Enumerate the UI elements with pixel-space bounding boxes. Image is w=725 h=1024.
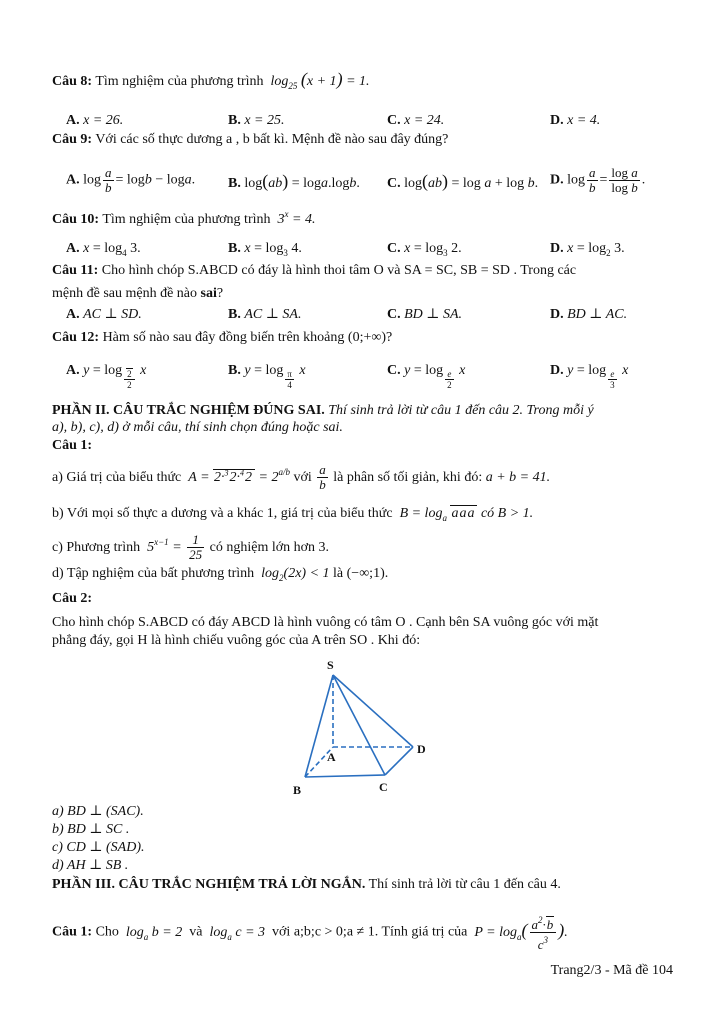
part3-q1: Câu 1: Cho $\log_a b = 2$ và $\log_a c = 3$ với a;b;c > 0;a ≠ 1. Tính giá trị của $P = \log_a$( $\frac{a^2\cdot b}{c^3}$ ). [52,915,568,952]
part2-q2-text-1: Cho hình chóp S.ABCD có đáy ABCD là hình vuông có tâm O . Cạnh bên SA vuông góc với mặt [52,615,599,630]
q9-option-a[interactable]: A. log $\frac{a}{b}$ = logb − loga. [66,165,196,195]
q12-interval: (0;+∞)? [347,330,393,345]
vertex-b: B [293,783,302,797]
vertex-d: D [417,742,426,756]
q8-formula: $\log_{25} (x + 1) = 1$. [267,69,370,91]
edge-cd [385,747,413,775]
edge-bc [305,775,385,777]
q11-stem-2: mệnh đề sau mệnh đề nào sai? [52,286,224,301]
part2-q1-c[interactable]: c) Phương trình $5^{x-1}$ = $\frac{1}{25}$ có nghiệm lớn hơn 3. [52,532,330,563]
q8-option-a[interactable]: A. x = 26. [66,113,124,128]
q11-option-a[interactable]: A. AC ⊥ SD. [66,307,142,322]
part2-q2-d[interactable]: d) AH ⊥ SB . [52,858,129,873]
q11-text: Cho hình chóp S.ABCD có đáy là hình thoi tâm O và SA = SC, SB = SD . Trong các [101,263,577,278]
pyramid-figure [285,655,440,800]
q12-option-c[interactable]: C. y = log $\frac{e}{2}$ x [387,363,466,390]
part2-q1-d[interactable]: d) Tập nghiệm của bất phương trình $\log_2(2x) < 1$ là (−∞;1). [52,566,389,583]
vertex-a: A [327,750,336,764]
part2-q2-c[interactable]: c) CD ⊥ (SAD). [52,840,145,855]
part3-heading: PHẦN III. CÂU TRẮC NGHIỆM TRẢ LỜI NGẮN. Thí sinh trả lời từ câu 1 đến câu 4. [52,877,561,892]
edge-sd [333,675,413,747]
part3-q1-label: Câu 1: [52,924,93,940]
q12-label: Câu 12: [52,330,100,345]
q12-stem [52,329,392,347]
q8-label: Câu 8: [52,74,93,89]
q11-label: Câu 11: [52,263,99,278]
q11-stem [52,262,576,280]
q10-formula: $3^x = 4$. [274,209,316,227]
q10-text: Tìm nghiệm của phương trình [102,212,271,227]
q11-option-c[interactable]: C. BD ⊥ SA. [387,307,463,322]
page-footer: Trang2/3 - Mã đề 104 [550,963,673,978]
q8-option-b[interactable]: B. x = 25. [228,113,285,128]
part2-q2-b[interactable]: b) BD ⊥ SC . [52,822,130,837]
q11-sai: sai [200,286,217,301]
q10-stem [52,205,315,229]
part2-title: PHẦN II. CÂU TRẮC NGHIỆM ĐÚNG SAI. [52,403,325,418]
q9-label: Câu 9: [52,132,93,147]
q11-option-d[interactable]: D. BD ⊥ AC. [550,307,628,322]
q12-option-b[interactable]: B. y = log $\frac{\pi}{4}$ x [228,363,306,390]
q12-option-a[interactable]: A. y = log $\frac{2}{2}$ x [66,363,147,390]
q10-option-a[interactable]: A. $x = \log_4 3$. [66,241,141,258]
q10-option-c[interactable]: C. $x = \log_3 2$. [387,241,462,258]
part2-q2-label: Câu 2: [52,591,93,606]
q12-text: Hàm số nào sau đây đồng biến trên khoảng [102,330,345,345]
q8-text: Tìm nghiệm của phương trình [95,74,264,89]
vertex-s: S [327,658,334,672]
q9-option-d[interactable]: D. log $\frac{a}{b}$ = $\frac{\text{log a}}{\text{log b}}$ . [550,165,646,195]
q9-text: Với các số thực dương a , b bất kì. Mệnh đề nào sau đây đúng? [95,132,449,147]
part2-heading: PHẦN II. CÂU TRẮC NGHIỆM ĐÚNG SAI. Thí sinh trả lời từ câu 1 đến câu 2. Trong mỗi ý [52,403,594,418]
q11-option-b[interactable]: B. AC ⊥ SA. [228,307,302,322]
part2-q1-label: Câu 1: [52,438,93,453]
part2-q2-a[interactable]: a) BD ⊥ (SAC). [52,804,144,819]
q9-option-c[interactable]: C. log(ab) = log a + log b. [387,171,539,191]
edge-sc [333,675,385,775]
part2-q1-b[interactable]: b) Với mọi số thực a dương và a khác 1, giá trị của biểu thức $B = \log_a$ aaa có B > 1. [52,506,534,523]
q8-option-c[interactable]: C. x = 24. [387,113,445,128]
part3-title: PHẦN III. CÂU TRẮC NGHIỆM TRẢ LỜI NGẮN. [52,877,366,892]
q10-option-d[interactable]: D. $x = \log_2 3$. [550,241,625,258]
part2-instr-2: a), b), c), d) ở mỗi câu, thí sinh chọn đúng hoặc sai. [52,420,343,435]
q8-stem [52,70,370,95]
q10-option-b[interactable]: B. $x = \log_3 4$. [228,241,302,258]
part2-q1-a[interactable]: a) Giá trị của biểu thức $A = 2\cdot^32\cdot^42 = 2^{a/b}$ với $\frac{a}{b}$ là phân số tối giản, khi đó: a + b = 41. [52,462,551,493]
q12-option-d[interactable]: D. y = log $\frac{e}{3}$ x [550,363,629,390]
q9-stem [52,131,448,149]
q9-option-b[interactable]: B. log(ab) = loga.logb. [228,171,360,191]
part2-q2-text-2: phẳng đáy, gọi H là hình chiếu vuông góc của A trên SO . Khi đó: [52,633,421,648]
q10-label: Câu 10: [52,212,100,227]
vertex-c: C [379,780,388,794]
q8-option-d[interactable]: D. x = 4. [550,113,601,128]
